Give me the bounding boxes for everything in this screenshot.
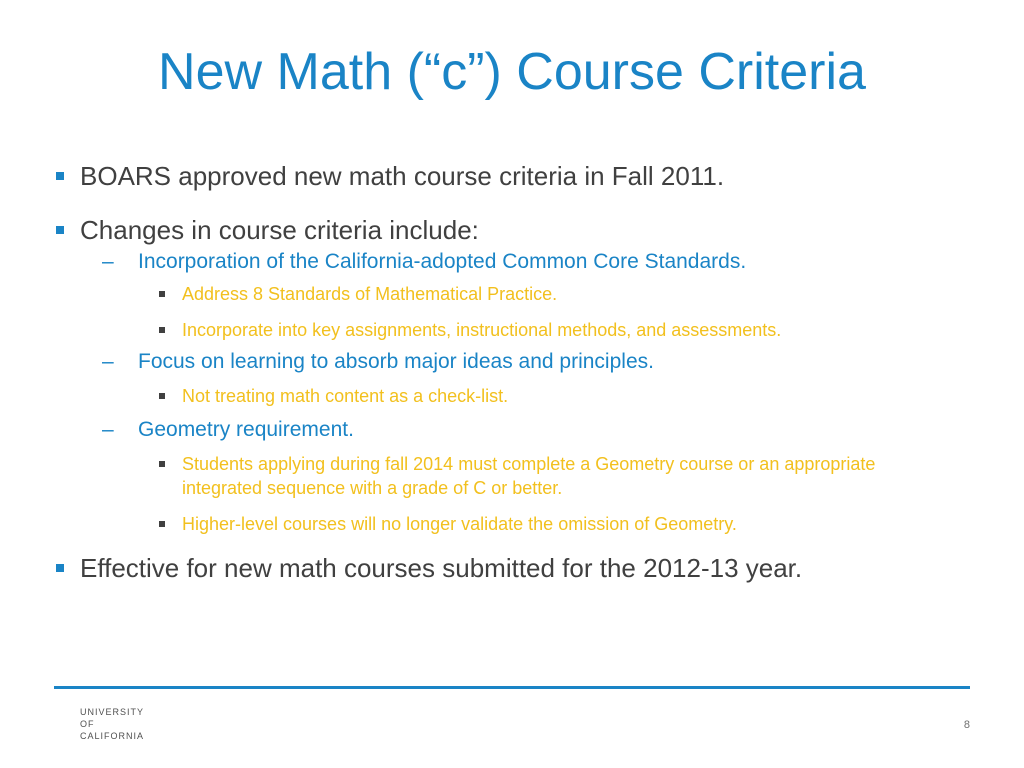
square-bullet-icon: [159, 327, 165, 333]
square-bullet-icon: [56, 172, 64, 180]
sub-bullet-geometry: [54, 416, 974, 444]
dash-bullet-icon: –: [102, 418, 114, 441]
detail-bullet: [54, 452, 974, 500]
square-bullet-icon: [159, 521, 165, 527]
slide-body: [54, 160, 974, 584]
logo-line: CALIFORNIA: [80, 731, 145, 741]
square-bullet-icon: [159, 393, 165, 399]
university-of-california-logo: [80, 706, 144, 742]
slide-title: New Math (“c”) Course Criteria: [158, 43, 866, 101]
sub-bullet-common-core: [54, 248, 974, 276]
detail-bullet: [54, 512, 974, 536]
detail-bullet: [54, 384, 974, 408]
bullet-effective: [54, 552, 974, 584]
logo-line: OF: [80, 719, 95, 729]
bullet-text: Effective for new math courses submitted for the 2012-13 year.: [80, 553, 803, 583]
sub-bullet-text: Focus on learning to absorb major ideas and principles.: [138, 350, 654, 373]
square-bullet-icon: [56, 226, 64, 234]
bullet-changes: [54, 214, 974, 246]
bullet-text: BOARS approved new math course criteria in Fall 2011.: [80, 161, 725, 191]
detail-text: Students applying during fall 2014 must complete a Geometry course or an appropriate integrated sequence with a grade of C or better.: [182, 454, 876, 498]
page-number: 8: [963, 719, 970, 731]
square-bullet-icon: [159, 461, 165, 467]
sub-bullet-text: Geometry requirement.: [138, 418, 354, 441]
detail-text: Address 8 Standards of Mathematical Practice.: [182, 284, 558, 304]
bullet-boars-approval: [54, 160, 974, 192]
dash-bullet-icon: –: [102, 250, 114, 273]
logo-line: UNIVERSITY: [80, 707, 145, 717]
square-bullet-icon: [56, 564, 64, 572]
dash-bullet-icon: –: [102, 350, 114, 373]
detail-text: Incorporate into key assignments, instructional methods, and assessments.: [182, 320, 782, 340]
detail-text: Higher-level courses will no longer validate the omission of Geometry.: [182, 514, 737, 534]
sub-bullet-focus: [54, 348, 974, 376]
detail-bullet: [54, 318, 974, 342]
footer-rule: [54, 686, 970, 689]
square-bullet-icon: [159, 291, 165, 297]
bullet-text: Changes in course criteria include:: [80, 215, 479, 245]
detail-bullet: [54, 282, 974, 306]
sub-bullet-text: Incorporation of the California-adopted Common Core Standards.: [138, 250, 747, 273]
detail-text: Not treating math content as a check-list.: [182, 386, 509, 406]
